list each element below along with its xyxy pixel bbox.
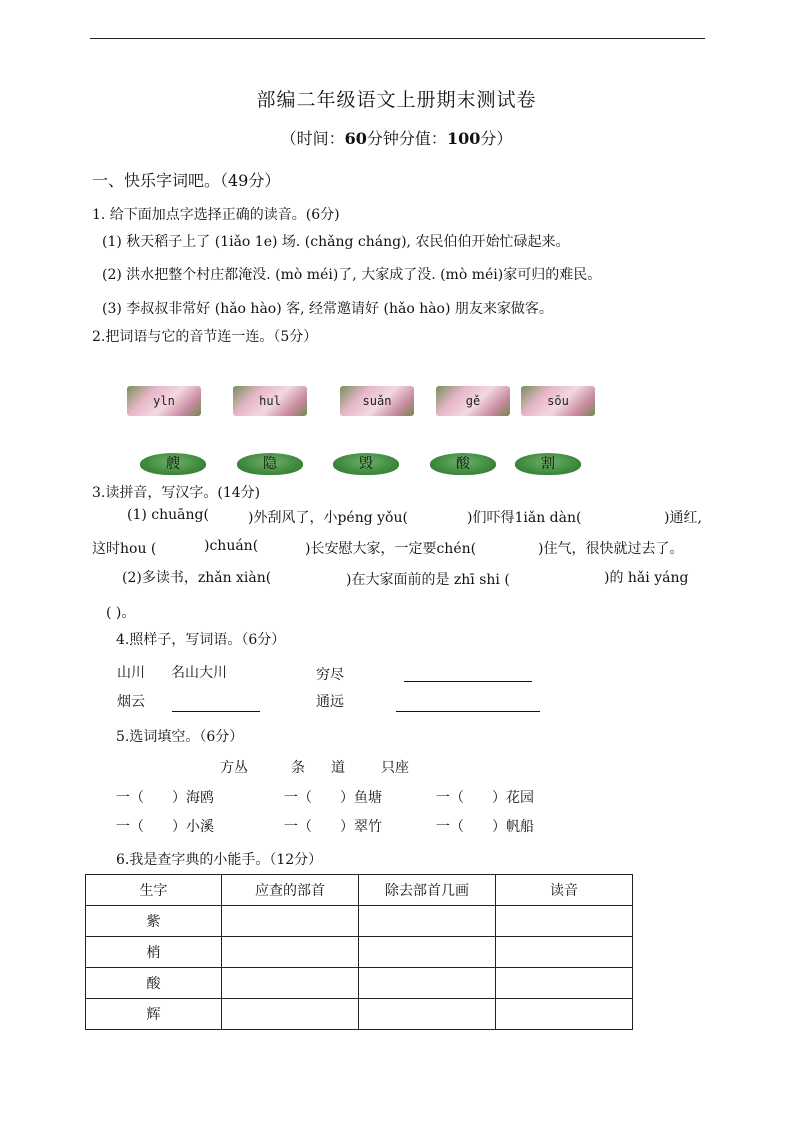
char-leaf[interactable]: 割 [515, 453, 581, 475]
pinyin-card[interactable]: suǎn [340, 386, 414, 416]
q6-title: 6.我是查字典的小能手。（12分） [116, 852, 323, 868]
q3-line1-part: (1) chuāng( [127, 507, 209, 523]
q5-item: 一（ ）花园 [436, 790, 534, 806]
answer-cell[interactable] [495, 999, 632, 1030]
q5-item: 一（ ）海鸥 [116, 790, 214, 806]
q5-option: 条 [291, 760, 305, 776]
table-char-cell: 紫 [86, 906, 222, 937]
answer-cell[interactable] [495, 906, 632, 937]
answer-cell[interactable] [222, 968, 359, 999]
q2-title: 2.把词语与它的音节连一连。（5分） [92, 329, 318, 345]
answer-cell[interactable] [358, 999, 495, 1030]
q3-line2-part: )长安慰大家，一定要chén( [305, 541, 477, 557]
time-value: 60 [344, 129, 367, 148]
answer-cell[interactable] [222, 999, 359, 1030]
table-header: 读音 [495, 875, 632, 906]
q1-line3: (3) 李叔叔非常好 (hǎo hào) 客, 经常邀请好 (hǎo hào) 朋友来家做客。 [102, 301, 553, 317]
q5-option: 道 [331, 760, 345, 776]
answer-blank[interactable] [404, 681, 532, 682]
q4-word: 通远 [316, 694, 344, 710]
q5-item: 一（ ）小溪 [116, 819, 214, 835]
table-header: 除去部首几画 [358, 875, 495, 906]
table-header: 应查的部首 [222, 875, 359, 906]
answer-cell[interactable] [495, 968, 632, 999]
pinyin-card[interactable]: hul [233, 386, 307, 416]
q4-example-answer: 名山大川 [171, 665, 227, 681]
q5-item: 一（ ）帆船 [436, 819, 534, 835]
q5-item: 一（ ）翠竹 [284, 819, 382, 835]
q1-line2: (2) 洪水把整个村庄都淹没. (mò méi)了, 大家成了没. (mò méi)家可归的难民。 [102, 267, 602, 283]
answer-cell[interactable] [358, 906, 495, 937]
top-rule [90, 38, 705, 39]
char-leaf[interactable]: 酸 [430, 453, 496, 475]
pinyin-card[interactable]: yln [127, 386, 201, 416]
table-char-cell: 辉 [86, 999, 222, 1030]
q3-line2-part: )住气，很快就过去了。 [538, 541, 684, 557]
page-title: 部编二年级语文上册期末测试卷 [256, 89, 537, 111]
q1-title: 1. 给下面加点字选择正确的读音。(6分) [92, 207, 340, 223]
table-row [86, 937, 633, 968]
answer-cell[interactable] [495, 937, 632, 968]
answer-blank[interactable] [172, 711, 260, 712]
answer-cell[interactable] [358, 968, 495, 999]
section1-heading: 一、快乐字词吧。（49分） [92, 171, 281, 190]
q3-line3-part: )在大家面前的是 zhī shi ( [346, 572, 510, 588]
q3-title: 3.读拼音，写汉字。(14分) [92, 485, 261, 501]
pinyin-card[interactable]: sōu [521, 386, 595, 416]
q3-line1-part: )外刮风了，小péng yǒu( [248, 510, 408, 526]
pinyin-card[interactable]: gě [436, 386, 510, 416]
table-header: 生字 [86, 875, 222, 906]
table-header-row [86, 875, 633, 906]
answer-cell[interactable] [222, 906, 359, 937]
answer-cell[interactable] [222, 937, 359, 968]
q3-line2-part: 这时hou ( [92, 541, 157, 557]
answer-blank[interactable] [396, 711, 540, 712]
q4-word: 穷尽 [316, 667, 344, 683]
q3-line2-part: )chuán( [204, 538, 259, 554]
q5-title: 5.选词填空。（6分） [116, 729, 244, 745]
q4-title: 4.照样子，写词语。（6分） [116, 632, 286, 648]
table-row [86, 906, 633, 937]
q5-option: 方丛 [220, 760, 248, 776]
answer-cell[interactable] [358, 937, 495, 968]
q3-line3-part: )的 hǎi yáng [604, 570, 689, 586]
char-leaf[interactable]: 艘 [140, 453, 206, 475]
char-leaf[interactable]: 隐 [237, 453, 303, 475]
subtitle-open: （时间： [280, 129, 345, 148]
q5-option: 只座 [381, 760, 409, 776]
table-char-cell: 梢 [86, 937, 222, 968]
table-row [86, 999, 633, 1030]
exam-info [0, 126, 793, 149]
char-leaf[interactable]: 毁 [333, 453, 399, 475]
dictionary-table [85, 874, 633, 1030]
q5-item: 一（ ）鱼塘 [284, 790, 382, 806]
q3-line1-part: )通红, [664, 510, 702, 526]
q4-word: 烟云 [117, 694, 145, 710]
score-value: 100 [446, 129, 481, 148]
table-row [86, 968, 633, 999]
table-char-cell: 酸 [86, 968, 222, 999]
q1-line1: (1) 秋天稻子上了 (1iǎo 1e) 场. (chǎng cháng), 农民伯伯开始忙碌起来。 [102, 234, 570, 250]
subtitle-close: 分） [480, 129, 513, 148]
q3-line4: ( )。 [106, 605, 136, 621]
q4-example-word: 山川 [117, 665, 145, 681]
subtitle-mid: 分钟分值： [366, 129, 447, 148]
q3-line1-part: )们吓得1iǎn dàn( [467, 510, 582, 526]
q3-line3-part: (2)多读书，zhǎn xiàn( [122, 570, 272, 586]
